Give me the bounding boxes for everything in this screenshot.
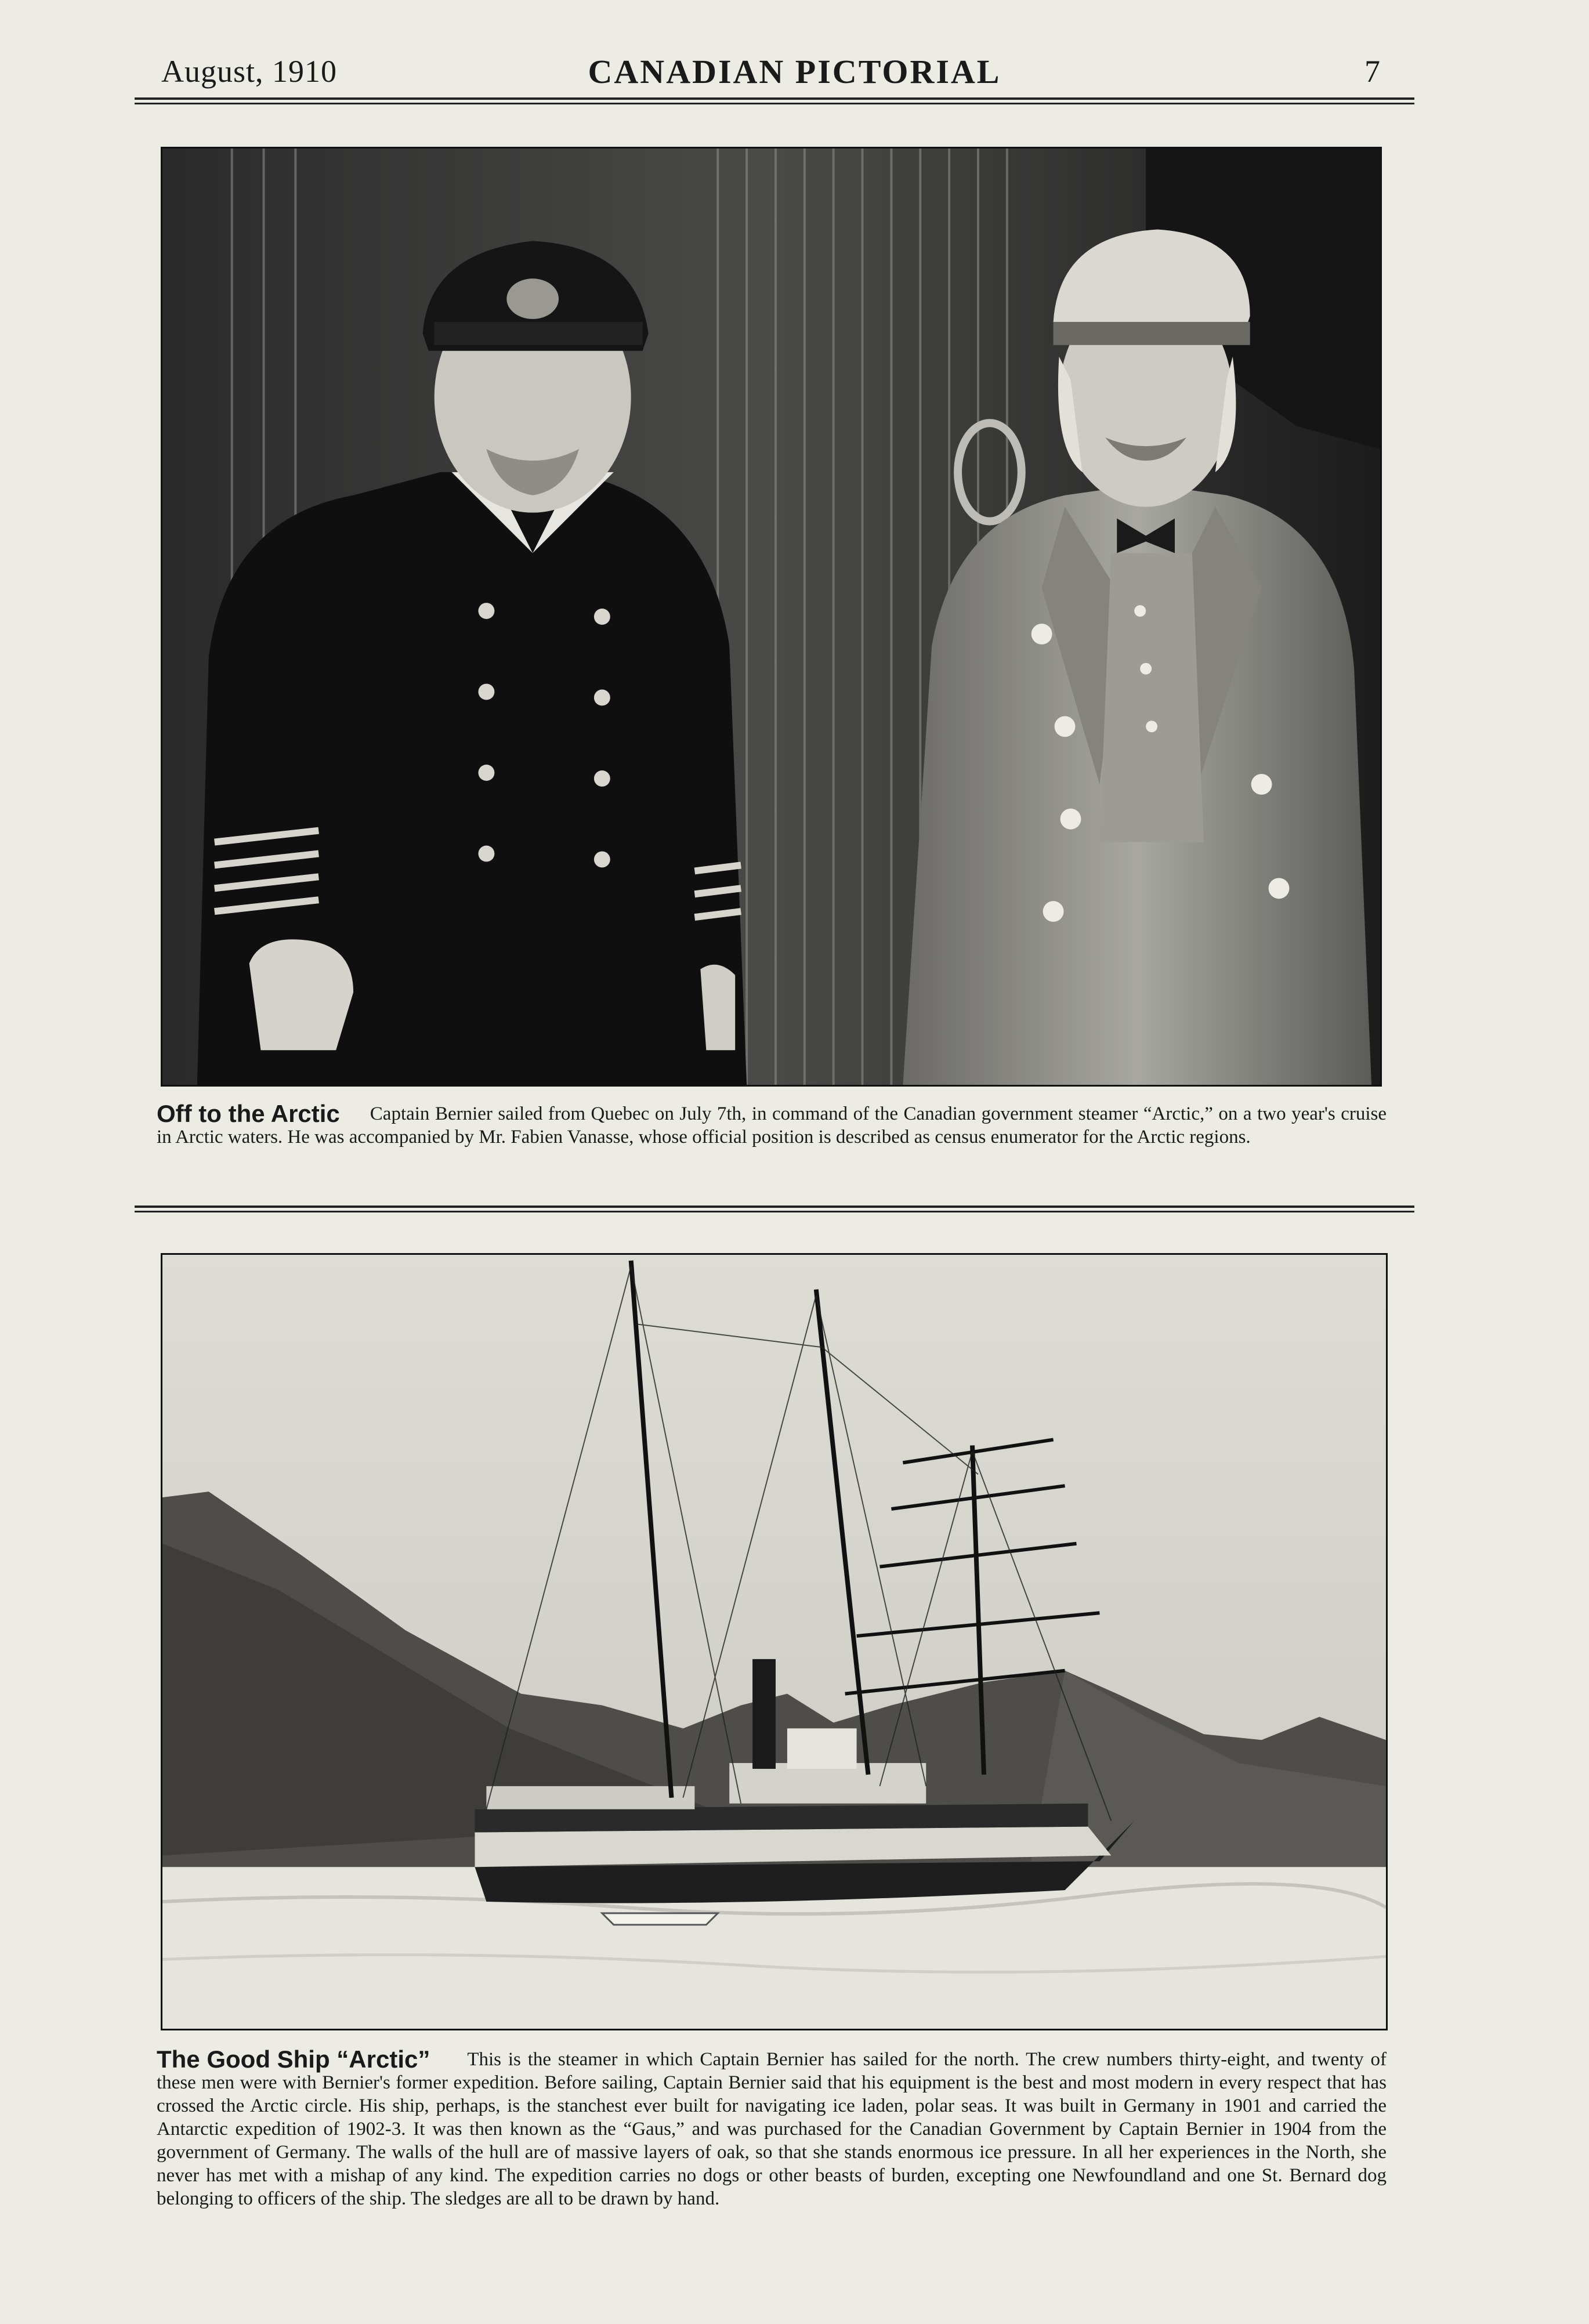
- section-rule: [135, 1206, 1414, 1212]
- ship-photo: [161, 1253, 1388, 2030]
- caption-good-ship-arctic: [157, 2048, 1387, 2210]
- portrait-photo-icon: [162, 149, 1380, 1085]
- caption-text: This is the steamer in which Captain Bernier has sailed for the north. The crew numbers thirty-eight, and twenty of these men were with Bernier's former expedition. Before sailing, Captain Bernier said that his equipment is the best and most modern in every respect that has crossed the Arctic circle. His ship, perhaps, is the stanchest ever built for navigating ice laden, polar seas. It was built in Germany in 1901 and carried the Antarctic expedition of 1902-3. It was then known as the “Gaus,” and was purchased for the Canadian Government by Captain Bernier in 1904 from the government of Germany. The walls of the hull are of massive layers of oak, so that she stands enormous ice pressure. In all her experiences in the North, she never has met with a mishap of any kind. The expedition carries no dogs or other beasts of burden, excepting one Newfoundland and one St. Bernard dog belonging to officers of the ship. The sledges are all to be drawn by hand.: [157, 2049, 1387, 2209]
- caption-heading: The Good Ship “Arctic”: [157, 2046, 430, 2073]
- caption-text: Captain Bernier sailed from Quebec on July 7th, in command of the Canadian government steamer “Arctic,” on a two year's cruise in Arctic waters. He was accompanied by Mr. Fabien Vanasse, whose official position is described as census enumerator for the Arctic regions.: [157, 1103, 1387, 1147]
- page-number: 7: [1364, 54, 1380, 89]
- header-rule: [135, 97, 1414, 104]
- issue-date: August, 1910: [161, 54, 338, 89]
- caption-off-to-the-arctic: [157, 1102, 1387, 1149]
- ship-photo-icon: [162, 1255, 1386, 2029]
- caption-heading: Off to the Arctic: [157, 1100, 340, 1127]
- portrait-photo: [161, 147, 1382, 1087]
- publication-title: CANADIAN PICTORIAL: [588, 53, 1001, 91]
